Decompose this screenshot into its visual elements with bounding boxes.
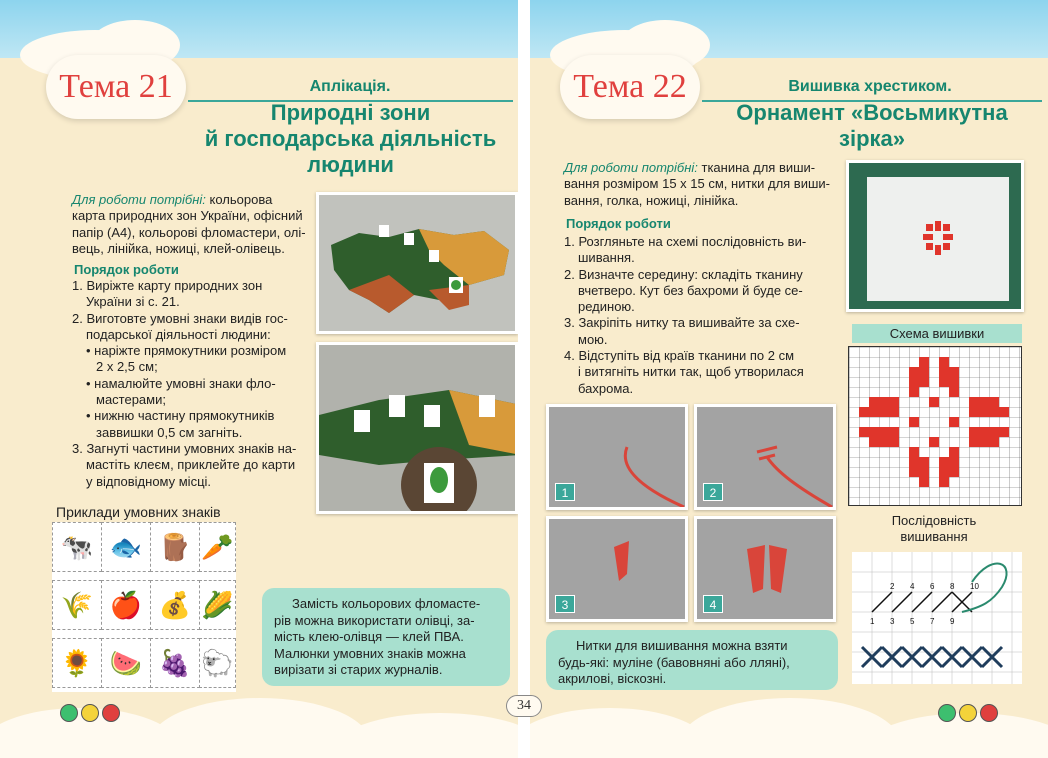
note-line: будь-які: муліне (бавовняні або лляні), xyxy=(558,654,790,670)
ukraine-map-icon xyxy=(319,195,518,334)
text-line: карта природних зон України, офісний xyxy=(72,208,303,224)
title-line: Природні зони xyxy=(270,100,431,125)
step-number-badge: 3 xyxy=(555,595,575,613)
step-line: заввишки 0,5 см загніть. xyxy=(96,424,243,440)
right-page xyxy=(530,0,1048,758)
log-icon: 🪵 xyxy=(150,522,200,572)
examples-label: Приклади умовних знаків xyxy=(56,504,221,520)
steps-list xyxy=(564,234,834,397)
note-line: Нитки для вишивання можна взяти xyxy=(576,638,788,653)
grapes-icon: 🍇 xyxy=(150,638,200,688)
tip-note xyxy=(546,630,838,690)
step-photo-1 xyxy=(546,404,688,510)
text-line: вець, лінійка, ножиці, клей-олівець. xyxy=(72,240,285,256)
seq-num: 2 xyxy=(890,582,895,591)
step-number-badge: 1 xyxy=(555,483,575,501)
title-line: зірка» xyxy=(839,126,905,151)
step-line: 3. Закріпіть нитку та вишивайте за схе- xyxy=(564,315,800,331)
seq-num: 1 xyxy=(870,617,875,626)
step-line: 2 х 2,5 см; xyxy=(96,359,158,375)
step-line: 1. Розгляньте на схемі послідовність ви- xyxy=(564,234,807,249)
bottom-clouds xyxy=(0,688,518,758)
seq-num: 5 xyxy=(910,617,915,626)
lesson-kind: Вишивка хрестиком. xyxy=(788,78,952,95)
step-line: і витягніть нитки так, щоб утворилася xyxy=(578,364,804,380)
lesson-title xyxy=(188,100,513,178)
label-line: вишивання xyxy=(900,529,968,544)
seq-num: 6 xyxy=(930,582,935,591)
text-line: папір (А4), кольорові фломастери, олі- xyxy=(72,224,306,240)
seq-num: 8 xyxy=(950,582,955,591)
note-line: Замість кольорових фломасте- xyxy=(292,596,481,611)
step-line: 2. Визначте середину: складіть тканину xyxy=(564,266,803,282)
left-page xyxy=(0,0,518,758)
map-closeup-icon xyxy=(319,345,518,514)
step-line: мастіть клеєм, приклейте до карти xyxy=(86,457,296,473)
seq-num: 10 xyxy=(970,582,979,591)
cross-stitch-diagram-icon xyxy=(852,552,1022,684)
materials-label: Для роботи потрібні: xyxy=(564,160,698,175)
materials-text xyxy=(564,160,834,209)
materials-text xyxy=(72,192,312,257)
lesson-kind: Аплікація. xyxy=(309,78,391,95)
embroidery-scheme xyxy=(848,346,1022,506)
happy-face-icon[interactable] xyxy=(60,704,78,722)
order-heading: Порядок роботи xyxy=(74,262,179,277)
apple-icon: 🍎 xyxy=(101,580,151,630)
sack-icon: 💰 xyxy=(150,580,200,630)
step-line: рединою. xyxy=(578,299,635,315)
corn-icon: 🌽 xyxy=(199,580,236,630)
sequence-label xyxy=(864,513,1004,545)
note-line: рів можна використати олівці, за- xyxy=(274,612,475,628)
step-line: мастерами; xyxy=(96,392,166,408)
step-line: 1. Виріжте карту природних зон xyxy=(72,278,263,293)
step-line: у відповідному місці. xyxy=(86,473,212,489)
text-line: тканина для виши- xyxy=(701,160,816,175)
wheat-icon: 🌾 xyxy=(52,580,102,630)
map-photo-1 xyxy=(316,192,518,334)
seq-num: 4 xyxy=(910,582,915,591)
step-photo-3 xyxy=(546,516,688,622)
tema-badge: Тема 22 xyxy=(560,55,700,119)
neutral-face-icon[interactable] xyxy=(959,704,977,722)
text-line: вання розміром 15 х 15 см, нитки для виши- xyxy=(564,176,830,192)
self-assessment-smileys[interactable] xyxy=(938,704,998,722)
embroidered-fabric-icon xyxy=(849,163,1024,312)
label-line: Послідовність xyxy=(891,513,977,528)
steps-list xyxy=(72,278,312,490)
title-line: людини xyxy=(307,152,394,177)
step-photo-2 xyxy=(694,404,836,510)
step-line: • нижню частину прямокутників xyxy=(86,408,275,424)
page-number: 34 xyxy=(506,695,542,717)
tema-badge: Тема 21 xyxy=(46,55,186,119)
step-line: 3. Загнуті частини умовних знаків на- xyxy=(72,440,297,456)
fabric-photo xyxy=(846,160,1024,312)
fish-icon: 🐟 xyxy=(101,522,151,572)
signs-grid xyxy=(52,522,236,692)
step-line: • намалюйте умовні знаки фло- xyxy=(86,375,276,391)
note-line: акрилові, віскозні. xyxy=(558,671,667,686)
tip-note xyxy=(262,588,510,686)
seq-num: 7 xyxy=(930,617,935,626)
sunflower-icon: 🌻 xyxy=(52,638,102,688)
sheep-icon: 🐑 xyxy=(199,638,236,688)
star-scheme-icon xyxy=(849,347,1021,505)
step-line: 4. Відступіть від країв тканини по 2 см xyxy=(564,348,795,364)
title-line: Орнамент «Восьмикутна xyxy=(736,100,1008,125)
map-photo-2 xyxy=(316,342,518,514)
happy-face-icon[interactable] xyxy=(938,704,956,722)
step-line: подарської діяльності людини: xyxy=(86,326,271,342)
sad-face-icon[interactable] xyxy=(980,704,998,722)
scheme-label: Схема вишивки xyxy=(852,324,1022,343)
note-line: вирізати зі старих журналів. xyxy=(274,662,443,677)
step-line: вчетверо. Кут без бахроми й буде се- xyxy=(578,282,803,298)
watermelon-icon: 🍉 xyxy=(101,638,151,688)
sad-face-icon[interactable] xyxy=(102,704,120,722)
title-line: й господарська діяльність xyxy=(204,126,497,151)
bottom-clouds xyxy=(530,688,1048,758)
seq-num: 9 xyxy=(950,617,955,626)
self-assessment-smileys[interactable] xyxy=(60,704,120,722)
step-line: України зі с. 21. xyxy=(86,294,180,310)
order-heading: Порядок роботи xyxy=(566,216,671,231)
step-photo-4 xyxy=(694,516,836,622)
neutral-face-icon[interactable] xyxy=(81,704,99,722)
step-line: бахрома. xyxy=(578,380,634,396)
cow-icon: 🐄 xyxy=(52,522,102,572)
text-line: вання, голка, ножиці, лінійка. xyxy=(564,192,739,208)
step-number-badge: 4 xyxy=(703,595,723,613)
step-line: шивання. xyxy=(578,250,635,266)
note-line: Малюнки умовних знаків можна xyxy=(274,645,466,661)
step-line: • наріжте прямокутники розміром xyxy=(86,343,287,359)
step-line: 2. Виготовте умовні знаки видів гос- xyxy=(72,310,288,326)
text-line: кольорова xyxy=(209,192,273,207)
carrot-icon: 🥕 xyxy=(199,522,236,572)
materials-label: Для роботи потрібні: xyxy=(72,192,206,207)
step-number-badge: 2 xyxy=(703,483,723,501)
seq-num: 3 xyxy=(890,617,895,626)
note-line: міcть клею-олівця — клей ПВА. xyxy=(274,629,464,644)
lesson-title xyxy=(702,100,1042,152)
step-line: мою. xyxy=(578,331,608,347)
stitch-sequence-diagram xyxy=(852,552,1022,684)
